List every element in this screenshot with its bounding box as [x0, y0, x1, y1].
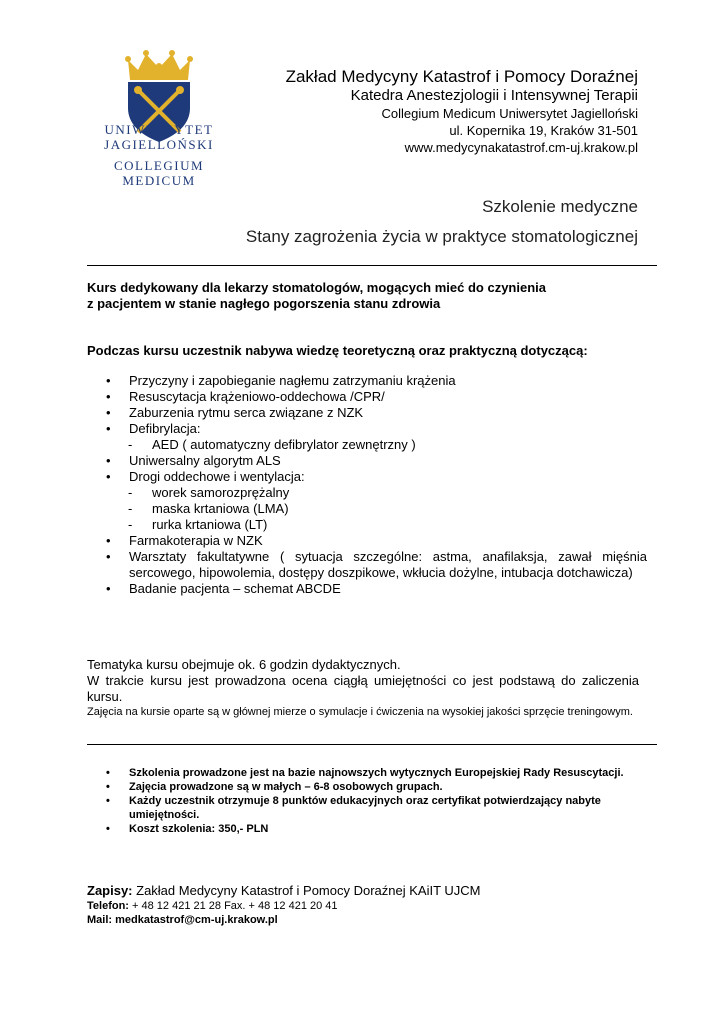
signup-line	[87, 882, 481, 899]
list-item: • Koszt szkolenia: 350,- PLN	[106, 823, 269, 835]
signup-value: Zakład Medycyny Katastrof i Pomocy Doraźnej KAiIT UJCM	[132, 883, 481, 898]
note-duration: Tematyka kursu obejmuje ok. 6 godzin dydaktycznych.	[87, 657, 401, 672]
sub-list-item: - rurka krtaniowa (LT)	[128, 517, 268, 532]
university-logo	[104, 46, 214, 188]
list-item: • Warsztaty fakultatywne ( sytuacja szczególne: astma, anafilaksja, zawał mięśnia sercowego, hipowolemia, dostępy doszpikowe, wkłucia dożylne, intubacja dotchawicza)	[106, 549, 647, 580]
list-item: • Zaburzenia rytmu serca związane z NZK	[106, 405, 364, 420]
note-simulation: Zajęcia na kursie oparte są w głównej mierze o symulacje i ćwiczenia na wysokiej jakości sprzęcie treningowym.	[87, 706, 633, 718]
logo-college-line1: COLLEGIUM	[113, 158, 205, 173]
list-item: • Przyczyny i zapobieganie nagłemu zatrzymaniu krążenia	[106, 373, 456, 388]
header-department: Katedra Anestezjologii i Intensywnej Terapii	[350, 87, 638, 104]
course-notes	[87, 657, 639, 720]
list-item: • Uniwersalny algorytm ALS	[106, 453, 281, 468]
header-website: www.medycynakatastrof.cm-uj.krakow.pl	[404, 140, 638, 155]
course-intro	[87, 280, 546, 312]
intro-line-2: z pacjentem w stanie nagłego pogorszenia stanu zdrowia	[87, 296, 441, 311]
list-item: • Resuscytacja krążeniowo-oddechowa /CPR/	[106, 389, 385, 404]
logo-university-line2: JAGIELLOŃSKI	[104, 137, 214, 152]
list-item: • Szkolenia prowadzone jest na bazie najnowszych wytycznych Europejskiej Rady Resuscytacji.	[106, 767, 624, 779]
mail-label: Mail:	[87, 914, 113, 926]
signup-label: Zapisy:	[87, 883, 133, 898]
mail-line	[87, 913, 481, 927]
header-college: Collegium Medicum Uniwersytet Jagielloński	[381, 106, 638, 121]
phone-value: + 48 12 421 21 28 Fax. + 48 12 421 20 41	[128, 900, 338, 912]
sub-list-item: - maska krtaniowa (LMA)	[128, 501, 289, 516]
letterhead	[286, 67, 638, 156]
logo-college-line2: MEDICUM	[122, 173, 196, 188]
intro-line-1: Kurs dedykowany dla lekarzy stomatologów, mogących mieć do czynienia	[87, 280, 546, 295]
sub-list-item: - worek samorozprężalny	[128, 485, 290, 500]
list-item: • Farmakoterapia w NZK	[106, 533, 263, 548]
topics-list	[87, 373, 647, 597]
header-address: ul. Kopernika 19, Kraków 31-501	[449, 123, 638, 138]
divider-bottom	[87, 744, 657, 745]
header-title: Zakład Medycyny Katastrof i Pomocy Doraźnej	[285, 67, 638, 86]
topics-lead: Podczas kursu uczestnik nabywa wiedzę teoretyczną oraz praktyczną dotyczącą:	[87, 343, 588, 358]
list-item: • Badanie pacjenta – schemat ABCDE	[106, 581, 341, 596]
course-title: Stany zagrożenia życia w praktyce stomatologicznej	[245, 227, 638, 246]
logo-university-line1: UNIWERSYTET	[104, 122, 214, 137]
phone-line	[87, 899, 481, 913]
contact-info	[87, 882, 481, 927]
features-list	[87, 766, 647, 836]
mail-value[interactable]: medkatastrof@cm-uj.krakow.pl	[112, 914, 278, 926]
note-assessment: W trakcie kursu jest prowadzona ocena ciągłą umiejętności co jest podstawą do zaliczenia kursu.	[87, 673, 639, 704]
list-item: • Każdy uczestnik otrzymuje 8 punktów edukacyjnych oraz certyfikat potwierdzający nabyte umiejętności.	[106, 795, 601, 821]
list-item: • Drogi oddechowe i wentylacja:	[106, 469, 305, 484]
phone-label: Telefon:	[87, 900, 129, 912]
list-item: • Defibrylacja:	[106, 421, 201, 436]
divider-top	[87, 265, 657, 266]
course-type: Szkolenie medyczne	[482, 197, 638, 216]
list-item: • Zajęcia prowadzone są w małych – 6-8 osobowych grupach.	[106, 781, 443, 793]
sub-list-item: - AED ( automatyczny defibrylator zewnętrzny )	[128, 437, 416, 452]
